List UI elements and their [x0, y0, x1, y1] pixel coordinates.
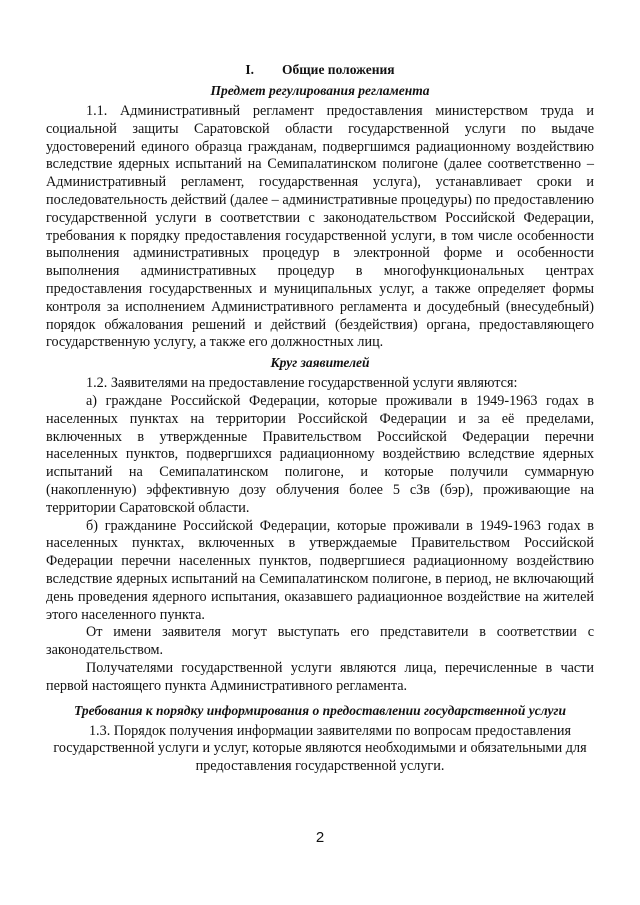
page-number: 2	[315, 829, 325, 846]
section-number: I.	[245, 62, 255, 77]
section-heading	[46, 61, 594, 78]
subsection-informing-heading: Требования к порядку информирования о предоставлении государственной услуги	[73, 702, 567, 718]
paragraph-representatives: От имени заявителя могут выступать его представители в соответствии с законодательством.	[46, 624, 594, 659]
paragraph-1-1: 1.1. Административный регламент предоставления министерством труда и социальной защиты Саратовской области государственной услуги по выдаче удостоверений единого образца гражданам, подвергшимся радиационному воздействию вследствие ядерных испытаний на Семипалатинском полигоне (далее соответственно – Административный регламент, государственная услуга), устанавливает сроки и последовательность действий (далее – административные процедуры) по предоставлению государственной услуги в соответствии с законодательством Российской Федерации, требования к порядку предоставления государственной услуги, в том числе особенности выполнения административных процедур в электронной форме и особенности выполнения административных процедур в многофункциональных центрах предоставления государственных и муниципальных услуг, а также определяет формы контроля за исполнением Административного регламента и досудебный (внесудебный) порядок обжалования решений и действий (бездействия) органа, предоставляющего государственную услугу, а также его должностных лиц.	[46, 103, 594, 351]
paragraph-1-3: 1.3. Порядок получения информации заявителями по вопросам предоставления государственной услуги и услуг, которые являются необходимыми и обязательными для предоставления государственной услуги.	[53, 722, 587, 775]
document-page	[46, 61, 594, 776]
paragraph-1-2-b: б) гражданине Российской Федерации, которые проживали в 1949-1963 годах в населенных пунктах, включенных в утверждаемые Правительством Российской Федерации перечни населенных пунктов, подвергшиеся радиационному воздействию вследствие ядерных испытаний на Семипалатинском полигоне, в период, не включающий день проведения ядерного испытания, оказавшего радиационное воздействие на жителей этого населенного пункта.	[46, 517, 594, 623]
subsection-applicants-heading: Круг заявителей	[270, 355, 370, 371]
paragraph-1-2: 1.2. Заявителями на предоставление государственной услуги являются:	[86, 375, 518, 392]
paragraph-recipients: Получателями государственной услуги являются лица, перечисленные в части первой настоящего пункта Административного регламента.	[46, 659, 594, 694]
section-title: Общие положения	[282, 62, 395, 77]
paragraph-1-2-a: а) граждане Российской Федерации, которые проживали в 1949-1963 годах в населенных пунктах на территории Российской Федерации и за её пределами, включенных в утвержденные Правительством Российской Федерации перечни населенных пунктов, подвергшихся радиационному воздействию вследствие ядерных испытаний на Семипалатинском полигоне, и которые получили суммарную (накопленную) эффективную дозу облучения более 5 сЗв (бэр), проживающие на территории Саратовской области.	[46, 392, 594, 516]
subsection-subject-heading: Предмет регулирования регламента	[210, 83, 430, 98]
